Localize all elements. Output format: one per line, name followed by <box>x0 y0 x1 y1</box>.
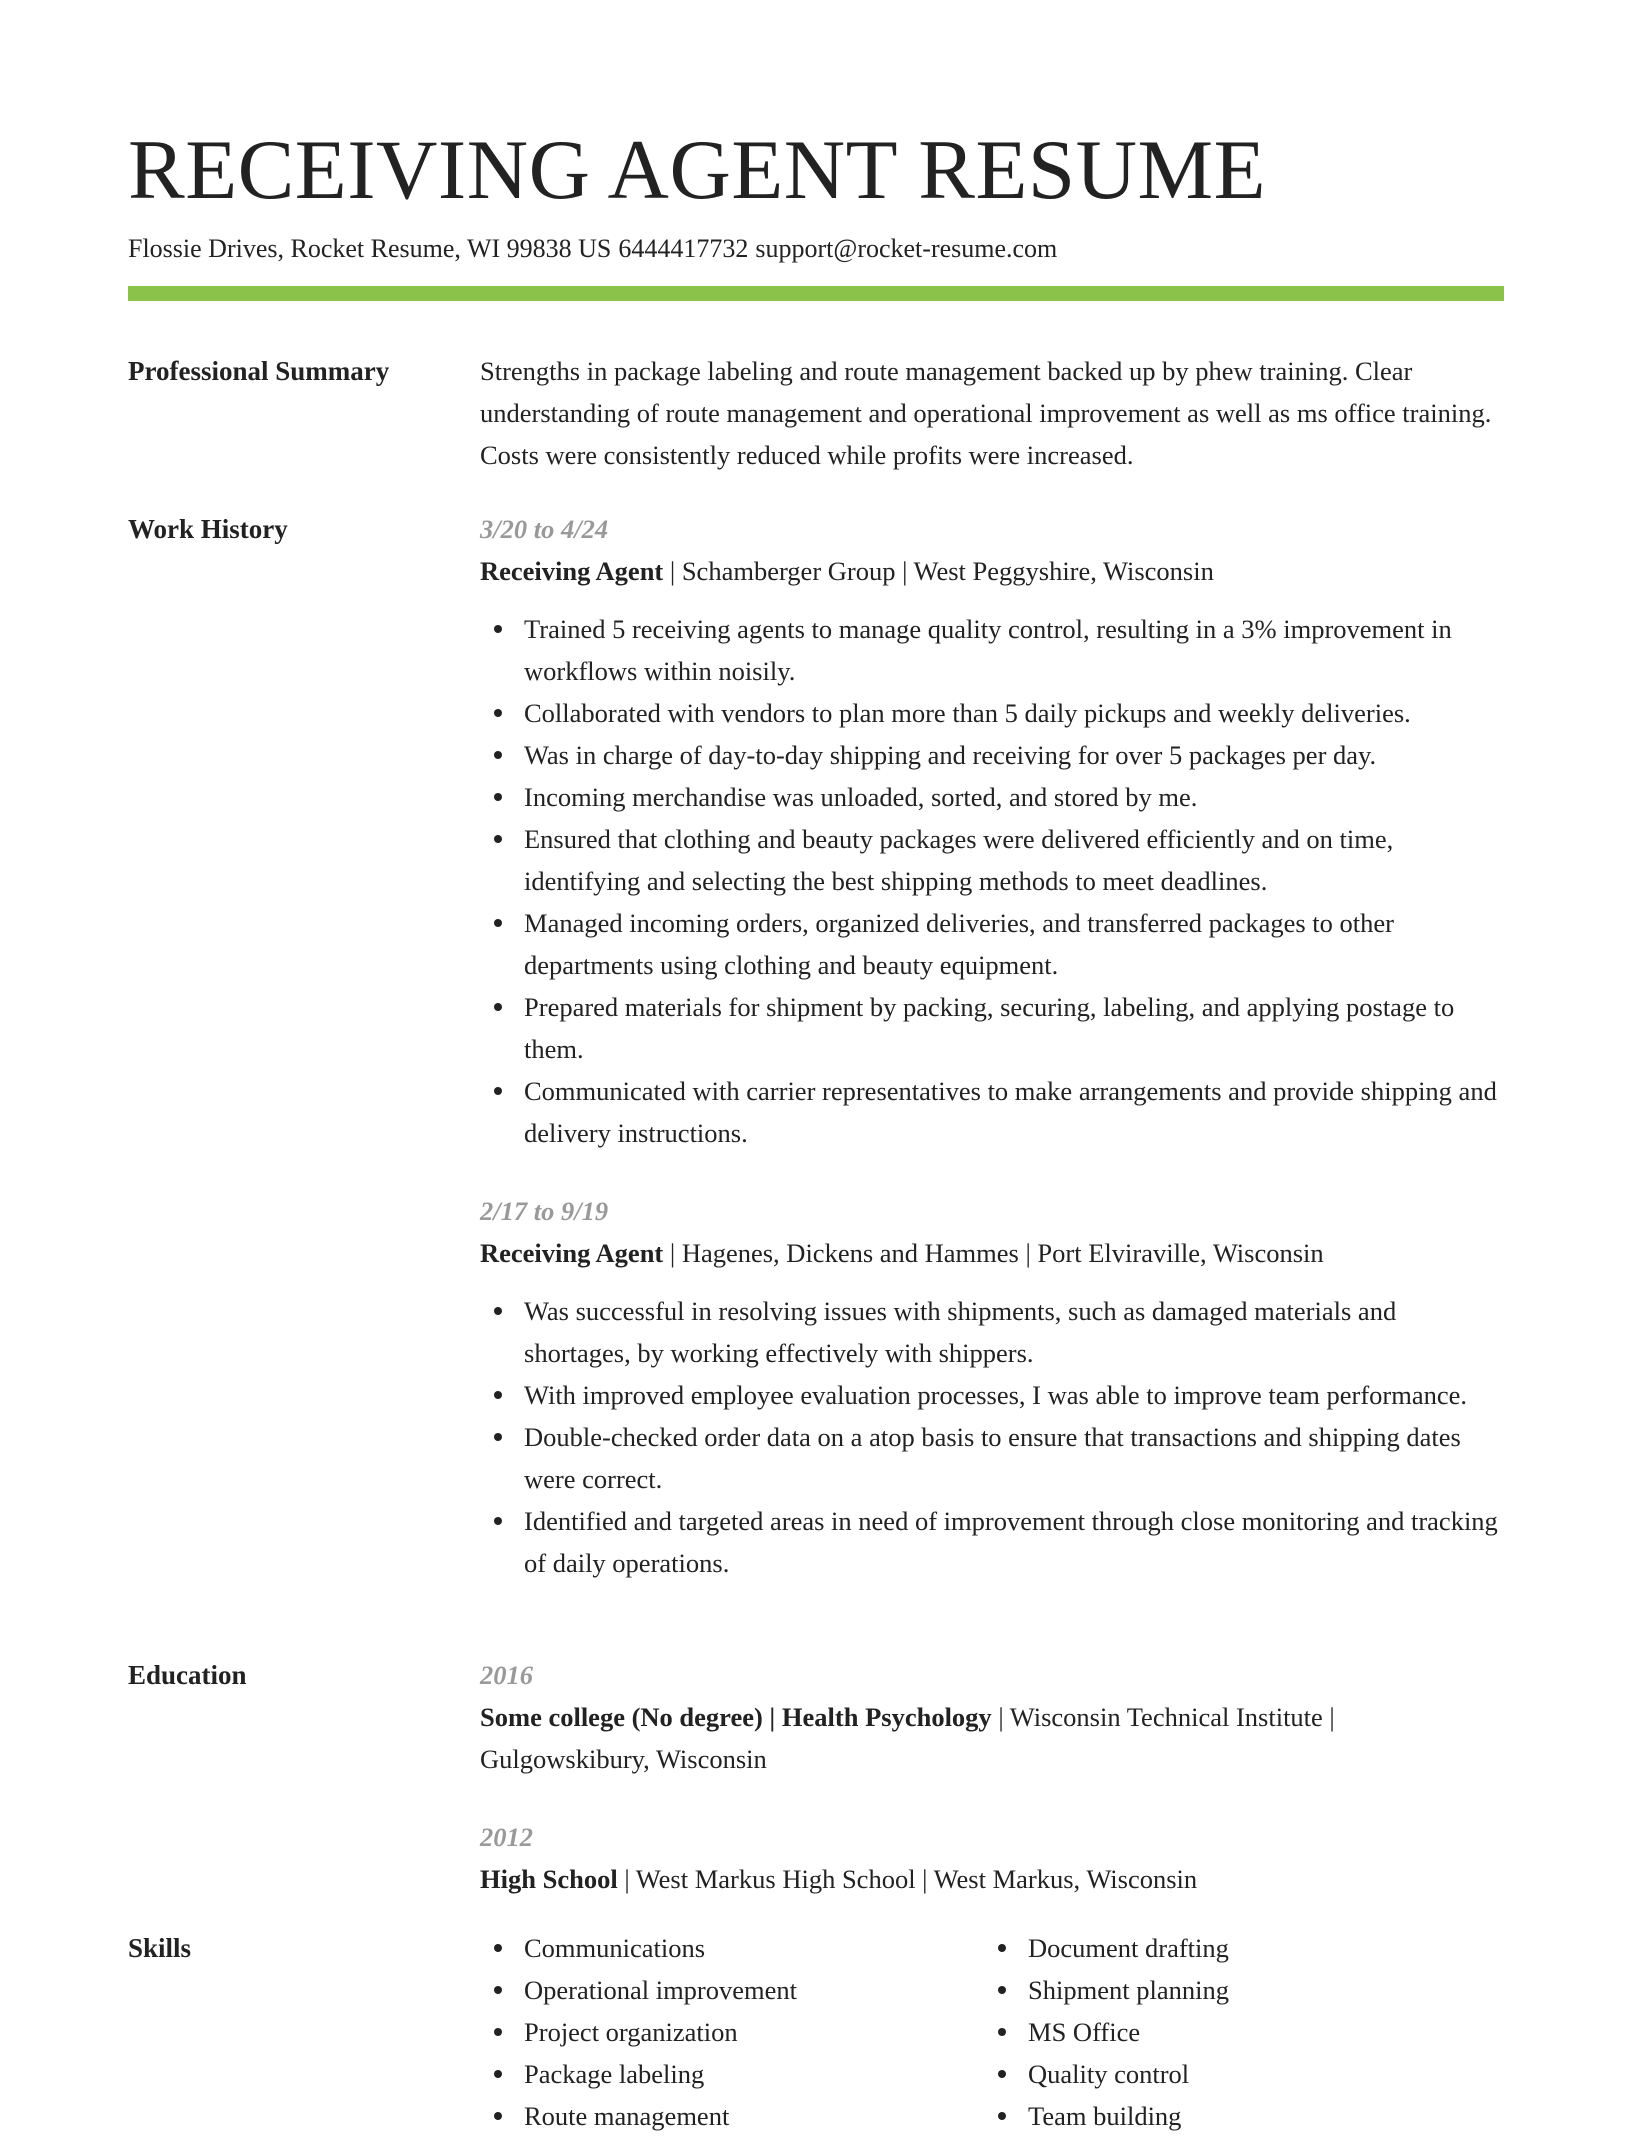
skill-item: Document drafting <box>1028 1927 1504 1969</box>
job-details: | Schamberger Group | West Peggyshire, Wisconsin <box>663 556 1214 586</box>
skills-body <box>480 1927 1504 2137</box>
job-entry <box>480 1190 1504 1584</box>
contact-email: support@rocket-resume.com <box>755 234 1058 263</box>
job-bullet: Was successful in resolving issues with shipments, such as damaged materials and shortages, by working effectively with shippers. <box>524 1290 1504 1374</box>
education-entry <box>480 1816 1504 1900</box>
skill-item: Shipment planning <box>1028 1969 1504 2011</box>
job-role-line <box>480 550 1504 592</box>
job-title: Receiving Agent <box>480 1238 664 1268</box>
skill-item: Communications <box>524 1927 940 1969</box>
job-bullet: Trained 5 receiving agents to manage quality control, resulting in a 3% improvement in workflows within noisily. <box>524 608 1504 692</box>
education-degree: Some college (No degree) | Health Psychology <box>480 1702 992 1732</box>
job-bullet: Double-checked order data on a atop basis to ensure that transactions and shipping dates were correct. <box>524 1416 1504 1500</box>
education-year: 2012 <box>480 1822 533 1852</box>
skills-columns <box>480 1927 1504 2137</box>
job-bullet: Communicated with carrier representatives to make arrangements and provide shipping and delivery instructions. <box>524 1070 1504 1154</box>
header-divider <box>128 286 1504 301</box>
skills-list <box>984 1927 1504 2137</box>
job-entry <box>480 508 1504 1154</box>
education-details: | West Markus High School | West Markus, Wisconsin <box>617 1864 1198 1894</box>
skill-item: MS Office <box>1028 2011 1504 2053</box>
job-bullets <box>480 608 1504 1154</box>
education-entry <box>480 1654 1504 1780</box>
skill-item: Route management <box>524 2095 940 2137</box>
education-year: 2016 <box>480 1660 533 1690</box>
job-title: Receiving Agent <box>480 556 664 586</box>
education-heading: Education <box>128 1660 247 1690</box>
job-bullet: Identified and targeted areas in need of improvement through close monitoring and tracking of daily operations. <box>524 1500 1504 1584</box>
contact-line <box>128 232 1064 266</box>
job-bullets <box>480 1290 1504 1584</box>
education-line <box>480 1858 1504 1900</box>
resume-title: RECEIVING AGENT RESUME <box>128 123 1267 217</box>
education-body <box>480 1654 1504 1900</box>
skills-column-right <box>940 1927 1504 2137</box>
job-bullet: Prepared materials for shipment by packing, securing, labeling, and applying postage to them. <box>524 986 1504 1070</box>
skill-item: Quality control <box>1028 2053 1504 2095</box>
job-details: | Hagenes, Dickens and Hammes | Port Elviraville, Wisconsin <box>663 1238 1324 1268</box>
skills-heading: Skills <box>128 1933 192 1963</box>
job-bullet: Managed incoming orders, organized deliveries, and transferred packages to other departments using clothing and beauty equipment. <box>524 902 1504 986</box>
summary-text: Strengths in package labeling and route management backed up by phew training. Clear understanding of route management and operational improvement as well as ms office training. Costs were consistently reduced while profits were increased. <box>480 356 1492 470</box>
skills-column-left <box>480 1927 940 2137</box>
contact-phone: 6444417732 <box>618 234 749 263</box>
job-role-line <box>480 1232 1504 1274</box>
skill-item: Operational improvement <box>524 1969 940 2011</box>
education-details: | Wisconsin Technical Institute | Gulgowskibury, Wisconsin <box>480 1702 1335 1774</box>
job-bullet: Incoming merchandise was unloaded, sorted, and stored by me. <box>524 776 1504 818</box>
work-history-heading: Work History <box>128 514 288 544</box>
job-dates: 2/17 to 9/19 <box>480 1196 609 1226</box>
skill-item: Team building <box>1028 2095 1504 2137</box>
education-line <box>480 1696 1504 1780</box>
job-bullet: Was in charge of day-to-day shipping and receiving for over 5 packages per day. <box>524 734 1504 776</box>
education-degree: High School <box>480 1864 618 1894</box>
skills-list <box>480 1927 940 2137</box>
job-bullet: With improved employee evaluation processes, I was able to improve team performance. <box>524 1374 1504 1416</box>
skill-item: Project organization <box>524 2011 940 2053</box>
skill-item: Package labeling <box>524 2053 940 2095</box>
summary-heading: Professional Summary <box>128 356 390 386</box>
contact-address: Flossie Drives, Rocket Resume, WI 99838 US <box>128 234 612 263</box>
job-bullet: Collaborated with vendors to plan more than 5 daily pickups and weekly deliveries. <box>524 692 1504 734</box>
work-history-body <box>480 508 1504 1584</box>
job-bullet: Ensured that clothing and beauty packages were delivered efficiently and on time, identifying and selecting the best shipping methods to meet deadlines. <box>524 818 1504 902</box>
job-dates: 3/20 to 4/24 <box>480 514 609 544</box>
